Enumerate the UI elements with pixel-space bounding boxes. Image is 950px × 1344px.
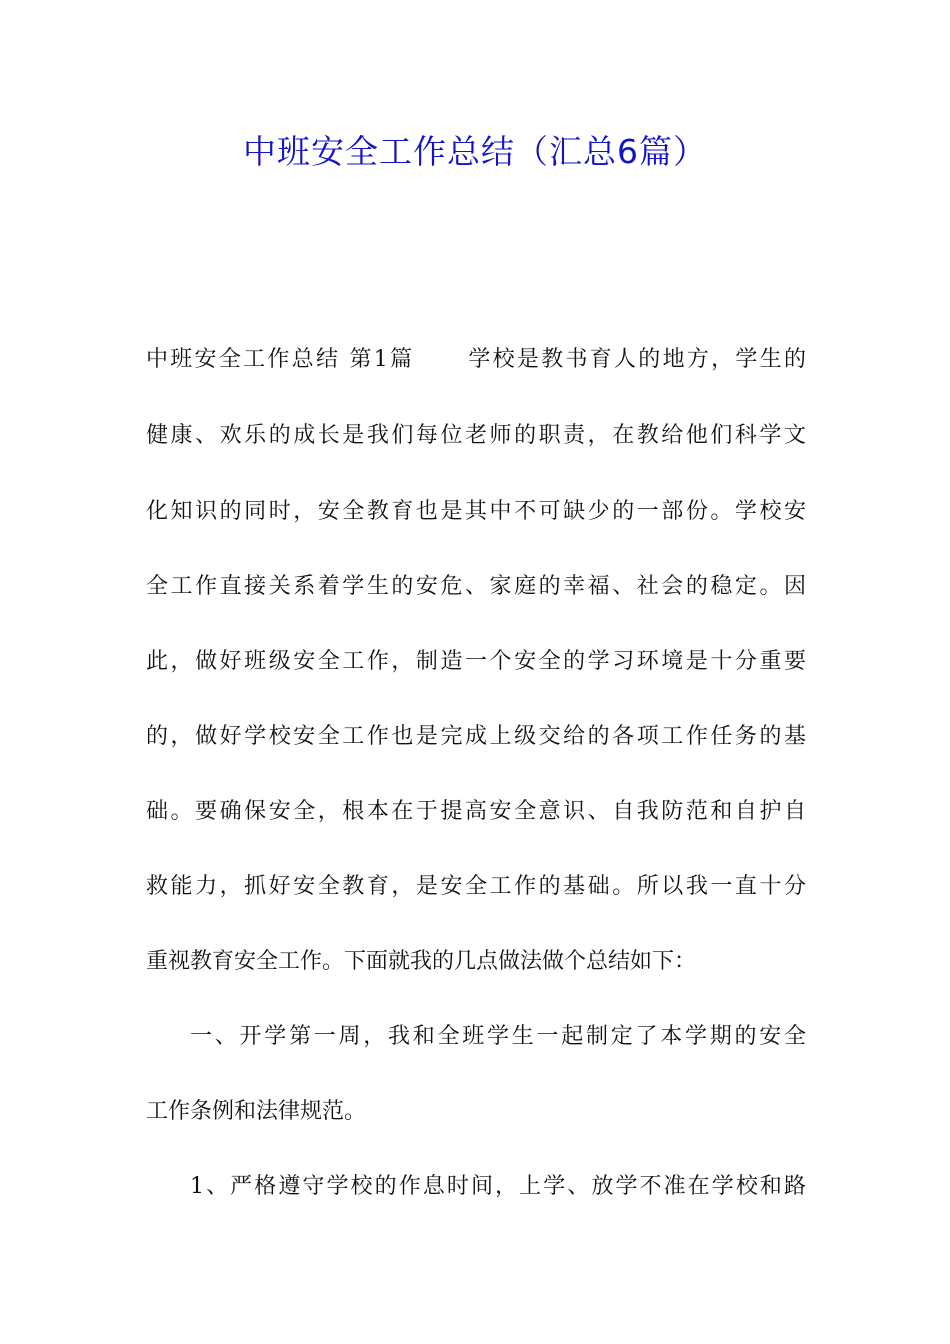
paragraph-line: 救能力，抓好安全教育，是安全工作的基础。所以我一直十分 <box>146 874 806 899</box>
paragraph-line: 工作条例和法律规范。 <box>146 1099 367 1124</box>
paragraph-line: 重视教育安全工作。下面就我的几点做法做个总结如下： <box>146 949 697 974</box>
paragraph-line: 此，做好班级安全工作，制造一个安全的学习环境是十分重要 <box>146 649 806 674</box>
paragraph-text: 学校是教书育人的地方，学生的 <box>468 347 806 372</box>
paragraph-line: 健康、欢乐的成长是我们每位老师的职责，在教给他们科学文 <box>146 423 806 448</box>
paragraph-line: 化知识的同时，安全教育也是其中不可缺少的一部份。学校安 <box>146 499 806 524</box>
paragraph-line: 础。要确保安全，根本在于提高安全意识、自我防范和自护自 <box>146 799 806 824</box>
paragraph-line: 1、严格遵守学校的作息时间，上学、放学不准在学校和路 <box>190 1174 806 1199</box>
paragraph-line: 全工作直接关系着学生的安危、家庭的幸福、社会的稳定。因 <box>146 574 806 599</box>
section-heading: 中班安全工作总结 第1篇 <box>146 347 415 372</box>
paragraph-line: 的，做好学校安全工作也是完成上级交给的各项工作任务的基 <box>146 724 806 749</box>
document-title: 中班安全工作总结（汇总6篇） <box>243 132 707 171</box>
paragraph-line <box>146 340 806 380</box>
paragraph-line: 一、开学第一周，我和全班学生一起制定了本学期的安全 <box>190 1024 806 1049</box>
